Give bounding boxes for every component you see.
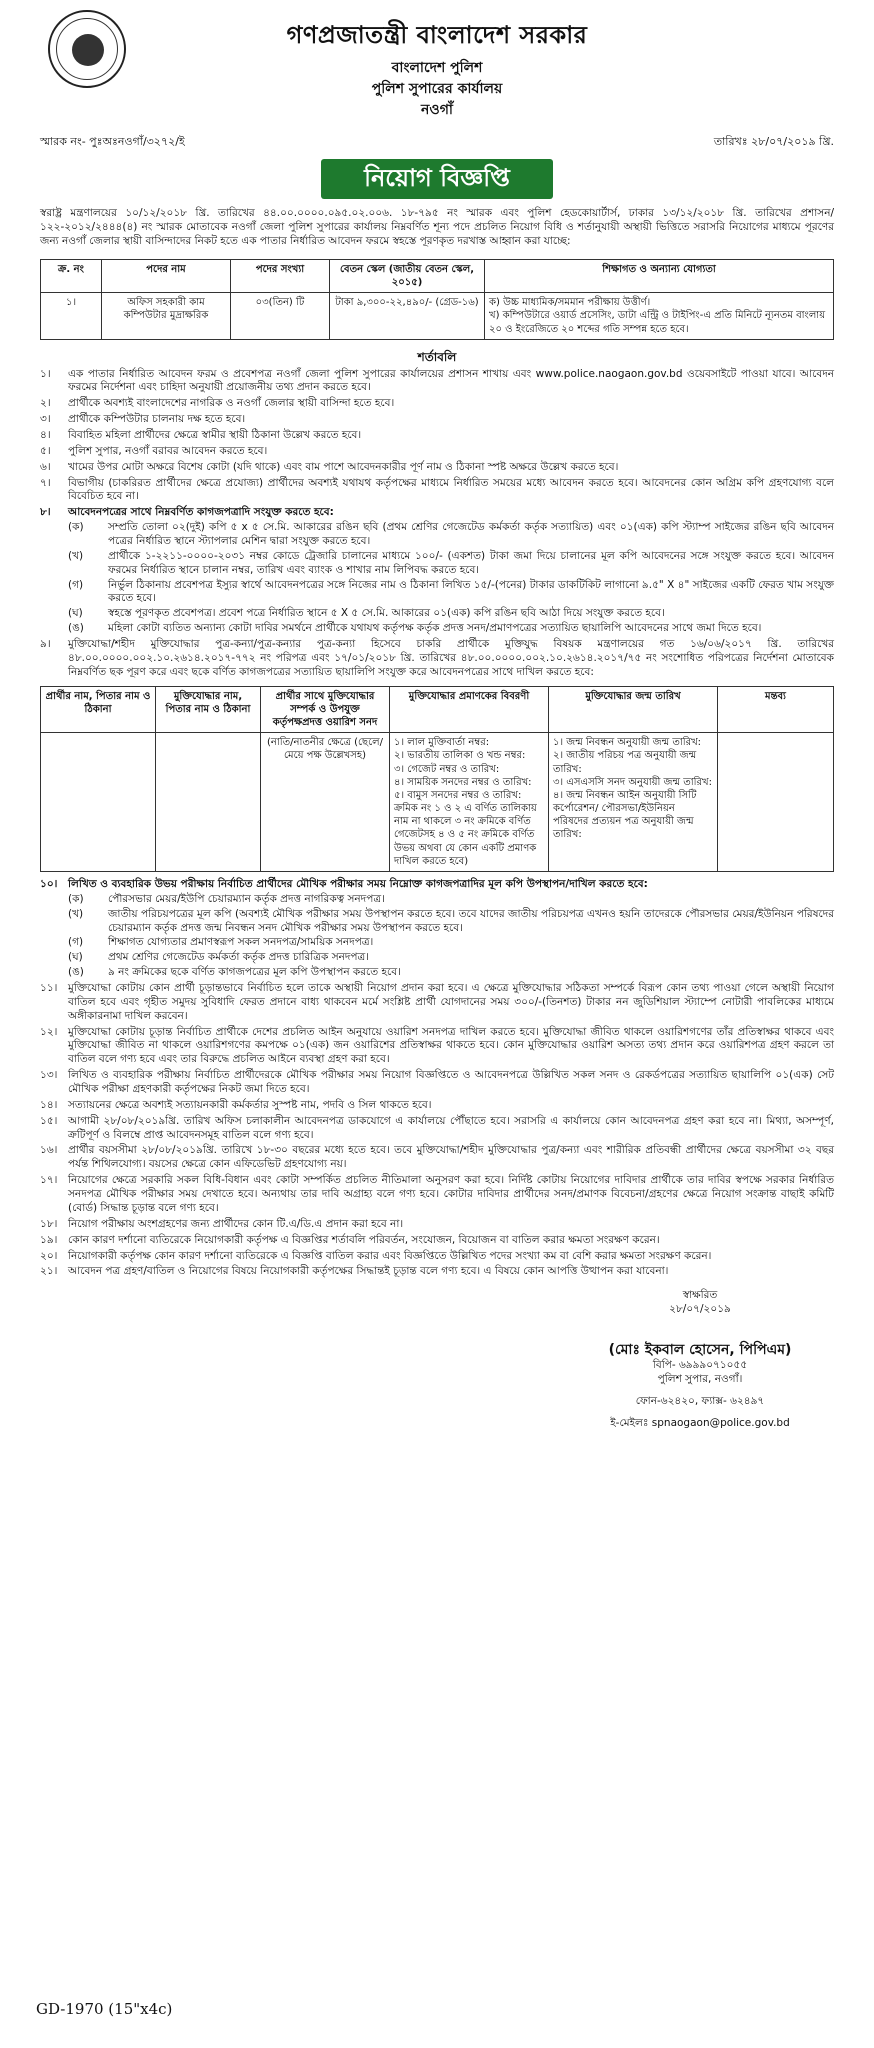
condition-item	[40, 1144, 834, 1172]
condition-item	[40, 1026, 834, 1068]
sub-item	[68, 607, 834, 621]
condition-number: ১৬।	[40, 1144, 58, 1157]
condition-text: লিখিত ও ব্যবহারিক পরীক্ষায় নির্বাচিত প্রার্থীদেরকে মৌখিক পরীক্ষার সময় নিয়োগ বিজ্ঞপ্তিতে ও আবেদনপত্রে উল্লিখিত সকল সনদ ও রেকর্ডপত্রের সত্যায়িত ছায়ালিপি ০১(এক) সেট মৌখিক পরীক্ষা গ্রহণকারী কর্তৃপক্ষের নিকট জমা দিতে হবে।	[68, 1069, 834, 1096]
condition-item	[40, 1115, 834, 1143]
signatory-designation: পুলিশ সুপার, নওগাঁ।	[657, 1373, 743, 1386]
ff-table-header	[41, 686, 834, 733]
condition-number: ৯।	[40, 638, 51, 650]
ff-col-birthdate: মুক্তিযোদ্ধার জন্ম তারিখ	[549, 686, 718, 733]
birthdate-item: ৪। জন্ম নিবন্ধন আইন অনুযায়ী সিটি কর্পোরেশন/ পৌরসভা/ইউনিয়ন পরিষদের প্রত্যয়ন পত্র অনুযায়ী জন্ম তারিখ:	[553, 789, 697, 841]
condition-text: আগামী ২৮/০৮/২০১৯খ্রি. তারিখ অফিস চলাকালীন আবেদনপত্র ডাকযোগে এ কার্যালয়ে পৌঁছাতে হবে। সরাসরি এ কার্যালয়ে কোন আবেদনপত্র গ্রহণ করা হবে না। মিথ্যা, অসম্পূর্ণ, ক্রটিপূর্ণ ও বিলম্বে প্রাপ্ত আবেদনসমূহ বাতিল বলে গণ্য হবে।	[68, 1114, 834, 1141]
sub-item	[68, 893, 834, 907]
condition-item	[40, 1218, 834, 1232]
proof-item: ২। ভারতীয় তালিকা ও খন্ড নম্বর:	[394, 750, 526, 762]
freedom-fighter-table	[40, 686, 834, 872]
table-row	[41, 293, 834, 340]
gd-code: GD-1970 (15"x4c)	[36, 2000, 173, 2019]
condition-text: বিবাহিত মহিলা প্রার্থীদের ক্ষেত্রে স্বামীর স্থায়ী ঠিকানা উল্লেখ করতে হবে।	[68, 428, 362, 441]
sub-text: সম্প্রতি তোলা ০২(দুই) কপি ৫ x ৫ সে.মি. আকারের রঙিন ছবি (প্রথম শ্রেণির গেজেটেড কর্মকর্তা কর্তৃক সত্যায়িত) এবং ০১(এক) কপি স্ট্যাম্প সাইজের রঙিন ছবি আবেদন পত্রের নির্ধারিত স্থানে স্ট্যাপলার মেশিন দ্বারা সংযুক্ত করতে হবে।	[108, 521, 834, 547]
condition-item	[40, 397, 834, 411]
sub-text: মহিলা কোটা ব্যতিত অন্যান্য কোটা দাবির সমর্থনে প্রার্থীকে যথাযথ কর্তৃপক্ষ কর্তৃক প্রদত্ত সনদ/প্রমাণপত্রের সত্যায়িত ছায়ালিপি আবেদনের সাথে জমা দিতে হবে।	[108, 622, 762, 635]
sub-text: জাতীয় পরিচয়পত্রের মূল কপি (অবশ্যই মৌখিক পরীক্ষার সময় উপস্থাপন করতে হবে। তবে যাদের জাতীয় পরিচয়পত্র এখনও হয়নি তাদেরকে পৌরসভার মেয়র/ইউনিয়ন পরিষদের চেয়ারম্যান কর্তৃক প্রদত্ত জন্ম নিবন্ধন সনদ মৌখিক পরীক্ষার সময় উপস্থাপন করতে হবে।	[108, 907, 834, 934]
notice-title: নিয়োগ বিজ্ঞপ্তি	[321, 159, 553, 199]
proof-item: ৪। সাময়িক সনদের নম্বর ও তারিখ:	[394, 776, 532, 788]
org-name: বাংলাদেশ পুলিশ	[391, 59, 483, 76]
condition-item	[40, 445, 834, 459]
sub-text: প্রার্থীকে ১-২২১১-০০০০-২০৩১ নম্বর কোডে ট্রেজারি চালানের মাধ্যমে ১০০/- (একশত) টাকা জমা দিয়ে চালানের মূল কপি আবেদনের সঙ্গে সংযুক্ত করতে হবে। আবেদন ফরমের নির্ধারিত স্থানে চালান নম্বর, তারিখ এবং ব্যাংক ও শাখার নাম লিপিবদ্ধ করতে হবে।	[108, 549, 834, 576]
contact-email: ই-মেইলঃ spnaogaon@police.gov.bd	[610, 1416, 790, 1429]
condition-number: ১০।	[40, 878, 58, 891]
condition-text: লিখিত ও ব্যবহারিক উভয় পরীক্ষায় নির্বাচিত প্রার্থীদের মৌখিক পরীক্ষার সময় নিম্নোক্ত কাগজপত্রাদির মূল কপি উপস্থাপন/দাখিল করতে হবে:	[68, 878, 648, 891]
sub-number: (ঘ)	[68, 951, 83, 964]
signed-label: স্বাক্ষরিত	[682, 1289, 718, 1302]
proof-item: ১। লাল মুক্তিবার্তা নম্বর:	[394, 737, 490, 749]
condition-text: মুক্তিযোদ্ধা কোটায় চূড়ান্ত নির্বাচিত প্রার্থীকে দেশের প্রচলিত আইন অনুযায়ে ওয়ারিশ সনদপত্র দাখিল করতে হবে। মুক্তিযোদ্ধা জীবিত থাকলে ওয়ারিশগণের তাঁর প্রতিস্বাক্ষর থাকবে এবং মুক্তিযোদ্ধা জীবিত না থাকলে ওয়ারিশগণের কমপক্ষে ০১(এক) জন ওয়ারিশের প্রতিস্বাক্ষর থাকতে হবে। কোন মুক্তিযোদ্ধার ওয়ারিশ অসত্য তথ্য প্রদান করে ওয়ারিশপত্র গ্রহণ করলে তা বাতিল বলে গণ্য হবে এবং তার বিরুদ্ধে প্রচলিত আইনে ব্যবস্থা গ্রহণ করা হবে।	[68, 1025, 834, 1066]
condition-item	[40, 368, 834, 396]
row-serial: ১।	[41, 293, 102, 340]
job-table-header	[41, 259, 834, 292]
conditions-list-b	[40, 982, 834, 1279]
condition-number: ২।	[40, 397, 51, 410]
table-row	[41, 733, 834, 872]
condition-number: ৫।	[40, 444, 51, 457]
condition-number: ৩।	[40, 413, 51, 426]
condition-text: সত্যায়নের ক্ষেত্রে অবশ্যই সত্যায়নকারী কর্মকর্তার সুস্পষ্ট নাম, পদবি ও সিল থাকতে হবে।	[68, 1098, 432, 1111]
condition-number: ১৯।	[40, 1233, 58, 1246]
ff-cell-fighter	[156, 733, 261, 872]
condition-number: ১২।	[40, 1025, 58, 1038]
condition-number: ১।	[40, 367, 51, 380]
proof-item: ৩। গেজেট নম্বর ও তারিখ:	[394, 763, 500, 775]
police-emblem	[48, 10, 126, 88]
viva-documents-list	[40, 893, 834, 980]
sub-text: নির্ভুল ঠিকানায় প্রবেশপত্র ইস্যুর স্বার্থে আবেদনপত্রের সঙ্গে নিজের নাম ও ঠিকানা লিখিত ১৫/-(পনের) টাকার ডাকটিকিট লাগানো ৯.৫" X ৪" সাইজের একটি ফেরত খাম সংযুক্ত করতে হবে।	[108, 578, 834, 605]
proof-note: ক্রমিক নং ১ ও ২ এ বর্ণিত তালিকায় নাম না থাকলে ৩ নং ক্রমিকে বর্ণিত গেজেটসহ ৪ ও ৫ নং ক্রমিকে বর্ণিত উভয় অথবা যে কোন একটি প্রমাণক দাখিল করতে হবে)	[394, 803, 537, 867]
ff-cell-applicant	[41, 733, 156, 872]
govt-name: গণপ্রজাতন্ত্রী বাংলাদেশ সরকার	[286, 21, 588, 49]
sub-number: (গ)	[68, 936, 84, 949]
sub-number: (ক)	[68, 892, 84, 905]
birthdate-item: ১। জন্ম নিবন্ধন অনুযায়ী জন্ম তারিখ:	[553, 737, 702, 749]
condition-text: এক পাতার নির্ধারিত আবেদন ফরম ও প্রবেশপত্র নওগাঁ জেলা পুলিশ সুপারের কার্যালয়ের প্রশাসন শাখায় এবং www.police.naogaon.gov.bd ওয়েবসাইটে পাওয়া যাবে। আবেদন ফরমের নির্দেশনা এবং চাহিদা অনুযায়ী প্রয়োজনীয় তথ্য প্রদান করতে হবে।	[68, 367, 834, 394]
condition-item	[40, 982, 834, 1024]
ff-col-fighter: মুক্তিযোদ্ধার নাম, পিতার নাম ও ঠিকানা	[156, 686, 261, 733]
condition-text: আবেদনপত্রের সাথে নিম্নবর্ণিত কাগজপত্রাদি সংযুক্ত করতে হবে:	[68, 506, 334, 519]
condition-item	[40, 1099, 834, 1113]
condition-number: ২১।	[40, 1265, 58, 1278]
condition-item	[40, 1234, 834, 1248]
sub-number: (ঘ)	[68, 607, 83, 620]
condition-number: ২০।	[40, 1249, 58, 1262]
ff-col-proof: মুক্তিযোদ্ধার প্রমাণকের বিবরণী	[390, 686, 549, 733]
condition-text: প্রার্থীকে অবশ্যই বাংলাদেশের নাগরিক ও নওগাঁ জেলার স্থায়ী বাসিন্দা হতে হবে।	[68, 397, 395, 410]
col-count: পদের সংখ্যা	[231, 259, 330, 292]
condition-item	[40, 638, 834, 680]
sub-text: শিক্ষাগত যোগ্যতার প্রমাণস্বরূপ সকল সনদপত্র/সাময়িক সনদপত্র।	[108, 936, 374, 949]
proof-item: ৫। বামুস সনদের নম্বর ও তারিখ:	[394, 789, 522, 801]
condition-text: পুলিশ সুপার, নওগাঁ বরাবর আবেদন করতে হবে।	[68, 444, 268, 457]
intro-paragraph: স্বরাষ্ট্র মন্ত্রণালয়ের ১০/১২/২০১৮ খ্রি. তারিখের ৪৪.০০.০০০০.০৯৫.০২.০০৬. ১৮-৭৯৫ নং স্মারক এবং পুলিশ হেডকোয়ার্টার্স, ঢাকার ১৩/১২/২০১৮ খ্রি. তারিখের প্রশাসন/১২২-২০১২/২৪৪৪(৪) নং স্মারক মোতাবেক নওগাঁ জেলা পুলিশ সুপারের কার্যালয় নিম্নবর্ণিত শূন্য পদে প্রচলিত নিয়োগ বিধি ও শর্তানুযায়ী অস্থায়ী ভিত্তিতে সরাসরি নিয়োগের মাধ্যমে পূরণের জন্য নওগাঁ জেলার স্থায়ী বাসিন্দাদের নিকট হতে এক পাতার নির্ধারিত আবেদন ফরমে স্বহস্তে পূরণকৃত দরখাস্ত আহ্বান করা যাচ্ছে:	[40, 207, 834, 247]
sub-item	[68, 579, 834, 607]
condition-text: আবেদন পত্র গ্রহণ/বাতিল ও নিয়োগের বিষয়ে নিয়োগকারী কর্তৃপক্ষের সিদ্ধান্তই চূড়ান্ত বলে গণ্য হবে। এ বিষয়ে কোন আপত্তি উত্থাপন করা যাবেনা।	[68, 1265, 669, 1278]
condition-item	[40, 477, 834, 505]
sub-text: স্বহস্তে পূরণকৃত প্রবেশপত্র। প্রবেশ পত্রে নির্ধারিত স্থানে ৫ X ৫ সে.মি. আকারের ০১(এক) কপি রঙিন ছবি আঠা দিয়ে সংযুক্ত করতে হবে।	[108, 607, 665, 620]
ff-cell-birthdate	[549, 733, 718, 872]
issue-date: তারিখঃ ২৮/০৭/২০১৯ খ্রি.	[713, 134, 834, 148]
birthdate-item: ৩। এসএসসি সনদ অনুযায়ী জন্ম তারিখ:	[553, 776, 712, 788]
qualification-item: খ) কম্পিউটারে ওয়ার্ড প্রসেসিং, ডাটা এন্ট্রি ও টাইপিং-এ প্রতি মিনিটে ন্যূনতম বাংলায় ২০ ও ইংরেজিতে ২০ শব্দের গতি সম্পন্ন হতে হবে।	[489, 310, 826, 335]
sub-item	[68, 908, 834, 936]
condition-number: ১১।	[40, 982, 58, 995]
condition-text: মুক্তিযোদ্ধা/শহীদ মুক্তিযোদ্ধার পুত্র-কন্যা/পুত্র-কন্যার পুত্র-কন্যা হিসেবে চাকরি প্রার্থীকে মুক্তিযুদ্ধ বিষয়ক মন্ত্রণালয়ের গত ১৬/০৬/২০১৭ খ্রি. তারিখের ৪৮.০০.০০০০.০০২.১০.২৬১৪.২০১৭-৭৭২ নং পরিপত্র এবং ১৭/০১/২০১৮ খ্রি. তারিখের ৪৮.০০.০০০০.০০২.১০.২৬১৪.২০১৭/৭৫ নং সংশোধিত পরিপত্রের নির্দেশনা মোতাবেক নিম্নবর্ণিত ছক পূরণ করে এবং ছকে বর্ণিত কাগজপত্রের সত্যায়িত ছায়ালিপি সংযুক্ত করে আবেদনপত্রের সাথে দাখিল করতে হবে:	[68, 638, 834, 678]
condition-number: ১৫।	[40, 1114, 58, 1127]
ff-cell-remarks	[718, 733, 834, 872]
col-serial: ক্র. নং	[41, 259, 102, 292]
condition-number: ১৮।	[40, 1217, 58, 1230]
ff-cell-relation: (নাতি/নাতনীর ক্ষেত্রে (ছেলে/মেয়ে পক্ষ উল্লেখসহ)	[261, 733, 390, 872]
sub-item	[68, 951, 834, 965]
sub-number: (খ)	[68, 549, 84, 562]
condition-text: নিয়োগকারী কর্তৃপক্ষ কোন কারণ দর্শানো ব্যতিরেকে এ বিজ্ঞপ্তি বাতিল করার এবং বিজ্ঞপ্তিতে উল্লিখিত পদের সংখ্যা কম বা বেশি করার ক্ষমতা সংরক্ষণ করেন।	[68, 1249, 712, 1262]
ff-col-remarks: মন্তব্য	[718, 686, 834, 733]
conditions-list-a	[40, 368, 834, 505]
condition-item	[40, 1250, 834, 1264]
memo-number: স্মারক নং- পুঃঅঃনওগাঁ/৩২৭২/ই	[40, 134, 185, 148]
signatory-name: (মোঃ ইকবাল হোসেন, পিপিএম)	[608, 1341, 792, 1358]
condition-number: ৪।	[40, 428, 51, 441]
signatory-bp: বিপি- ৬৯৯৯০৭১০৫৫	[652, 1359, 748, 1372]
condition-item	[40, 1265, 834, 1279]
condition-item	[40, 1069, 834, 1097]
office-name: পুলিশ সুপারের কার্যালয়	[371, 80, 503, 97]
condition-number: ৬।	[40, 460, 51, 473]
contact-phone: ফোন-৬২৪২০, ফ্যাক্স- ৬২৪৯৭	[635, 1395, 765, 1408]
row-post: অফিস সহকারী কাম কম্পিউটার মুদ্রাক্ষরিক	[102, 293, 231, 340]
col-pay: বেতন স্কেল (জাতীয় বেতন স্কেল, ২০১৫)	[330, 259, 485, 292]
condition-text: খামের উপর মোটা অক্ষরে বিশেষ কোটা (যদি থাকে) এবং বাম পাশে আবেদনকারীর পূর্ণ নাম ও ঠিকানা স্পষ্ট অক্ষরে উল্লেখ করতে হবে।	[68, 460, 619, 473]
sub-number: (ঙ)	[68, 966, 84, 979]
condition-number: ৮।	[40, 506, 51, 519]
sub-item	[68, 622, 834, 636]
row-qualification	[485, 293, 834, 340]
reference-line	[40, 135, 834, 150]
sub-number: (ঙ)	[68, 622, 84, 635]
signature-block	[566, 1289, 834, 1431]
col-post: পদের নাম	[102, 259, 231, 292]
sub-item	[68, 936, 834, 950]
condition-item	[40, 413, 834, 427]
condition-text: নিয়োগের ক্ষেত্রে সরকারি সকল বিধি-বিধান এবং কোটা সম্পর্কিত প্রচলিত নীতিমালা অনুসরণ করা হবে। নির্দিষ্ট কোটায় নিয়োগের দাবিদার প্রার্থীকে তার দাবির স্বপক্ষে সরকার নির্ধারিত সনদপত্র মৌখিক পরীক্ষার সময় দেখাতে হবে। অন্যথায় তার দাবি অগ্রাহ্য বলে গণ্য হবে। কোটার দাবিদার প্রার্থীদের সনদ/প্রমাণক বিবেচনা/গ্রহণের ক্ষেত্রে নিয়োগ সংক্রান্ত বাছাই কমিটি (বোর্ড) সিদ্ধান্ত চূড়ান্ত বলে গণ্য হবে।	[68, 1174, 834, 1214]
sub-item	[68, 521, 834, 549]
birthdate-item: ২। জাতীয় পরিচয় পত্র অনুযায়ী জন্ম তারিখ:	[553, 750, 697, 775]
district-name: নওগাঁ	[421, 101, 453, 118]
qualification-item: ক) উচ্চ মাধ্যমিক/সমমান পরীক্ষায় উত্তীর্ণ।	[489, 297, 651, 309]
attachments-list	[40, 521, 834, 636]
sub-number: (গ)	[68, 578, 84, 591]
job-table	[40, 259, 834, 340]
condition-text: বিভাগীয় (চাকরিরত প্রার্থীদের ক্ষেত্রে প্রযোজ্য) প্রার্থীদের অবশ্যই যথাযথ কর্তৃপক্ষের মাধ্যমে নির্ধারিত সময়ের মধ্যে আবেদন করতে হবে। আবেদনের কোন অগ্রিম কপি গ্রহণযোগ্য বলে বিবেচিত হবে না।	[68, 476, 834, 503]
condition-item	[40, 461, 834, 475]
sub-item	[68, 966, 834, 980]
sub-number: (ক)	[68, 521, 84, 534]
ff-col-applicant: প্রার্থীর নাম, পিতার নাম ও ঠিকানা	[41, 686, 156, 733]
sub-item	[68, 550, 834, 578]
signature-date: ২৮/০৭/২০১৯	[669, 1303, 731, 1316]
condition-number: ১৩।	[40, 1069, 58, 1082]
condition-text: কোন কারণ দর্শানো ব্যতিরেকে নিয়োগকারী কর্তৃপক্ষ এ বিজ্ঞপ্তির শর্তাবলি পরিবর্তন, সংযোজন, বিয়োজন বা বাতিল করার ক্ষমতা সংরক্ষণ করেন।	[68, 1233, 660, 1246]
conditions-heading: শর্তাবলি	[417, 349, 457, 364]
sub-text: প্রথম শ্রেণির গেজেটেড কর্মকর্তা কর্তৃক প্রদত্ত চারিত্রিক সনদপত্র।	[108, 951, 370, 964]
condition-number: ১৭।	[40, 1174, 58, 1187]
letterhead	[40, 20, 834, 121]
condition-item	[40, 506, 834, 520]
condition-item	[40, 429, 834, 443]
ff-col-relation: প্রার্থীর সাথে মুক্তিযোদ্ধার সম্পর্ক ও উপযুক্ত কর্তৃপক্ষপ্রদত্ত ওয়ারিশ সনদ	[261, 686, 390, 733]
sub-text: পৌরসভার মেয়র/ইউপি চেয়ারম্যান কর্তৃক প্রদত্ত নাগরিকত্ব সনদপত্র।	[108, 892, 385, 905]
ff-cell-proof	[390, 733, 549, 872]
office-block	[40, 58, 834, 121]
condition-item	[40, 1174, 834, 1216]
row-pay: টাকা ৯,৩০০-২২,৪৯০/- (গ্রেড-১৬)	[330, 293, 485, 340]
sub-text: ৯ নং ক্রমিকের ছকে বর্ণিত কাগজপত্রের মূল কপি উপস্থাপন করতে হবে।	[108, 966, 401, 979]
emblem-center	[72, 34, 104, 66]
condition-text: প্রার্থীকে কম্পিউটার চালনায় দক্ষ হতে হবে।	[68, 413, 246, 426]
col-qualification: শিক্ষাগত ও অন্যান্য যোগ্যতা	[485, 259, 834, 292]
condition-text: প্রার্থীর বয়সসীমা ২৮/০৮/২০১৯খ্রি. তারিখে ১৮-৩০ বছরের মধ্যে হতে হবে। তবে মুক্তিযোদ্ধা/শহীদ মুক্তিযোদ্ধার পুত্র/কন্যা এবং শারীরিক প্রতিবন্ধী প্রার্থীদের ক্ষেত্রে বয়সসীমা ৩২ বছর পর্যন্ত শিথিলযোগ্য। বয়সের ক্ষেত্রে কোন এফিডেভিট গ্রহণযোগ্য নয়।	[68, 1144, 834, 1171]
sub-number: (খ)	[68, 907, 84, 920]
row-count: ০৩(তিন) টি	[231, 293, 330, 340]
signature-mark	[566, 1317, 834, 1335]
condition-text: নিয়োগ পরীক্ষায় অংশগ্রহণের জন্য প্রার্থীদের কোন টি.এ/ডি.এ প্রদান করা হবে না।	[68, 1217, 404, 1230]
condition-text: মুক্তিযোদ্ধা কোটায় কোন প্রার্থী চূড়ান্তভাবে নির্বাচিত হলে তাকে অস্থায়ী নিয়োগ প্রদান করা হবে। এ ক্ষেত্রে মুক্তিযোদ্ধার সঠিকতা সম্পর্কে বিরূপ কোন তথ্য পাওয়া গেলে অস্থায়ী নিয়োগ বাতিল হবে এবং গৃহীত সমুদয় সুবিধাদি ফেরত প্রদানে বাধ্য থাকবেন মর্মে সংশ্লিষ্ট প্রার্থী যোগদানের সময় ৩০০/-(তিনশত) টাকার নন জুডিশিয়াল স্ট্যাম্পে নোটারী পাবলিকের মাধ্যমে অঙ্গীকারনামা দাখিল করবেন।	[68, 982, 834, 1022]
condition-item	[40, 878, 834, 892]
condition-number: ৭।	[40, 476, 51, 489]
condition-number: ১৪।	[40, 1098, 58, 1111]
